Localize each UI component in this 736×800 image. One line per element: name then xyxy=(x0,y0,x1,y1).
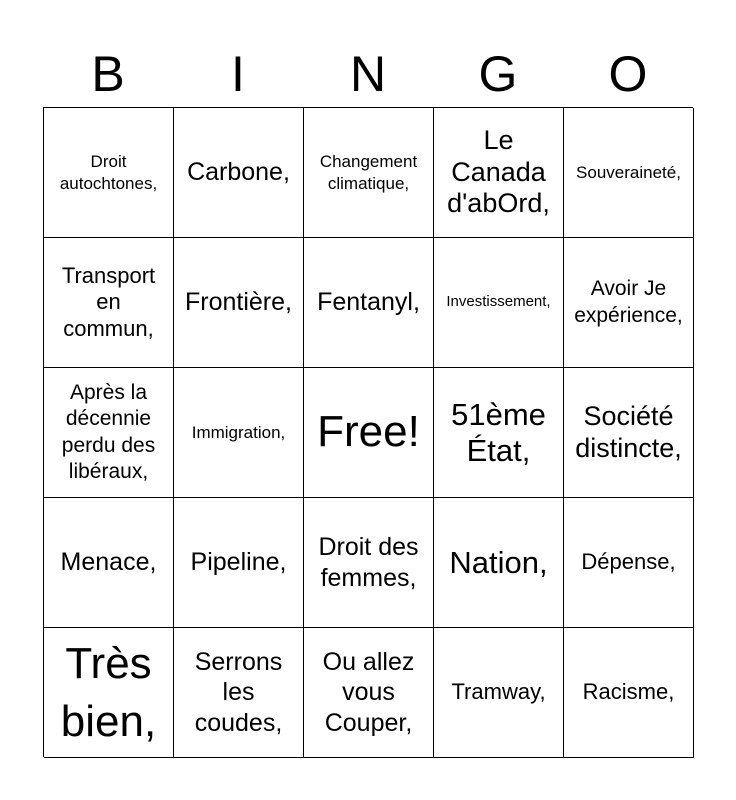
cell-text: Changement climatique, xyxy=(319,152,418,193)
cell-text: Racisme, xyxy=(582,679,675,705)
cell-text: Menace, xyxy=(60,548,157,577)
bingo-cell[interactable] xyxy=(434,628,564,758)
cell-text: Serrons les coudes, xyxy=(194,647,283,737)
cell-text: Souveraineté, xyxy=(576,162,681,182)
cell-text: Ou allez vous Couper, xyxy=(322,647,415,737)
header-letter-o: O xyxy=(608,46,648,102)
header-letter-b: B xyxy=(91,46,125,102)
cell-text: Tramway, xyxy=(451,679,546,705)
cell-text: Immigration, xyxy=(191,422,286,442)
bingo-cell[interactable] xyxy=(174,108,304,238)
cell-text: Nation, xyxy=(449,544,548,580)
bingo-cell[interactable] xyxy=(434,238,564,368)
cell-text: Après la décennie perdu des libéraux, xyxy=(61,381,156,483)
cell-text: Fentanyl, xyxy=(317,288,420,317)
header-letter-g: G xyxy=(478,46,518,102)
bingo-cell[interactable] xyxy=(564,368,694,498)
bingo-cell[interactable] xyxy=(564,238,694,368)
cell-text: Société distincte, xyxy=(575,400,682,463)
header-letter-i: I xyxy=(231,46,245,102)
bingo-cell[interactable] xyxy=(174,498,304,628)
cell-text: Le Canada d'abOrd, xyxy=(447,124,550,219)
bingo-cell[interactable] xyxy=(174,238,304,368)
cell-text: Avoir Je expérience, xyxy=(574,277,683,327)
bingo-header xyxy=(43,40,693,108)
cell-text: Dépense, xyxy=(581,549,676,575)
bingo-cell[interactable] xyxy=(44,628,174,758)
bingo-cell[interactable] xyxy=(564,498,694,628)
bingo-cell[interactable] xyxy=(304,628,434,758)
bingo-cell[interactable] xyxy=(434,108,564,238)
bingo-card-grid xyxy=(43,107,693,757)
bingo-cell[interactable] xyxy=(564,628,694,758)
cell-text: 51ème État, xyxy=(451,396,546,468)
cell-text: Droit des femmes, xyxy=(318,533,419,592)
cell-text: Pipeline, xyxy=(190,548,287,577)
bingo-cell[interactable] xyxy=(44,238,174,368)
cell-text: Très bien, xyxy=(60,639,157,746)
bingo-cell[interactable] xyxy=(44,368,174,498)
bingo-cell[interactable] xyxy=(434,368,564,498)
header-letter-n: N xyxy=(349,46,387,102)
bingo-cell[interactable] xyxy=(44,108,174,238)
bingo-cell[interactable] xyxy=(44,498,174,628)
free-space-text: Free! xyxy=(317,407,420,457)
bingo-cell[interactable] xyxy=(174,628,304,758)
bingo-cell[interactable] xyxy=(434,498,564,628)
cell-text: Carbone, xyxy=(187,158,290,187)
bingo-cell[interactable] xyxy=(174,368,304,498)
cell-text: Investissement, xyxy=(446,293,551,311)
cell-text: Frontière, xyxy=(185,288,292,317)
bingo-cell[interactable] xyxy=(304,238,434,368)
cell-text: Transport en commun, xyxy=(61,262,156,341)
cell-text: Droit autochtones, xyxy=(59,152,158,193)
free-space-cell[interactable] xyxy=(304,368,434,498)
bingo-cell[interactable] xyxy=(564,108,694,238)
bingo-cell[interactable] xyxy=(304,498,434,628)
bingo-cell[interactable] xyxy=(304,108,434,238)
